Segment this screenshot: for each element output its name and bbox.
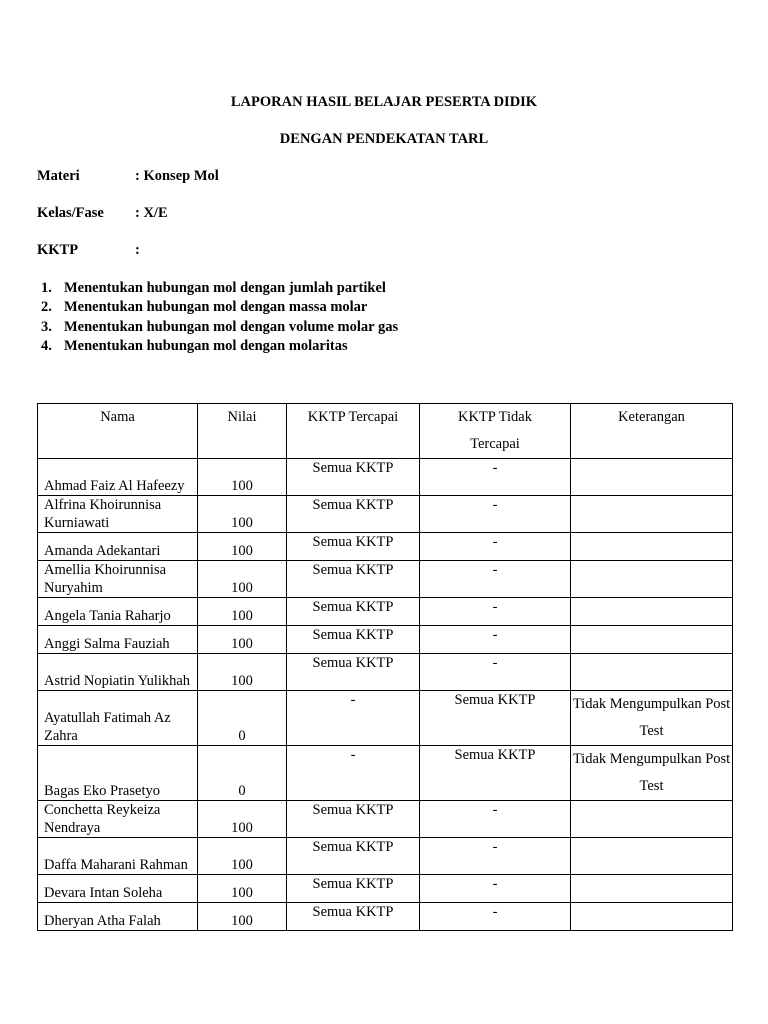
cell-kktp-tercapai: Semua KKTP	[287, 654, 420, 691]
table-row	[38, 691, 733, 746]
cell-nama: Devara Intan Soleha	[38, 875, 198, 903]
table-row	[38, 746, 733, 801]
cell-kktp-tidak-tercapai: Semua KKTP	[420, 746, 571, 801]
cell-kktp-tidak-tercapai: -	[420, 561, 571, 598]
cell-nama: Amanda Adekantari	[38, 533, 198, 561]
kktp-item	[37, 298, 398, 317]
kktp-row	[37, 242, 140, 259]
cell-keterangan	[571, 875, 733, 903]
kktp-item-text: Menentukan hubungan mol dengan jumlah partikel	[64, 280, 386, 296]
cell-nama: Alfrina Khoirunnisa Kurniawati	[38, 496, 198, 533]
cell-nilai: 100	[198, 533, 287, 561]
cell-nilai: 100	[198, 626, 287, 654]
table-row	[38, 598, 733, 626]
cell-nama: Conchetta Reykeiza Nendraya	[38, 801, 198, 838]
kktp-item-number: 2.	[41, 299, 52, 316]
kktp-item	[37, 337, 398, 356]
header-keterangan: Keterangan	[571, 404, 733, 459]
kktp-list	[37, 279, 398, 356]
header-kktp-tidak-line-2: Tercapai	[470, 436, 520, 452]
cell-keterangan	[571, 533, 733, 561]
cell-nama: Anggi Salma Fauziah	[38, 626, 198, 654]
report-title: LAPORAN HASIL BELAJAR PESERTA DIDIK	[230, 94, 538, 110]
cell-kktp-tidak-tercapai: -	[420, 626, 571, 654]
cell-keterangan	[571, 561, 733, 598]
cell-kktp-tidak-tercapai: -	[420, 903, 571, 931]
cell-nama: Bagas Eko Prasetyo	[38, 746, 198, 801]
table-row	[38, 875, 733, 903]
header-kktp-tercapai: KKTP Tercapai	[287, 404, 420, 459]
results-table	[37, 403, 733, 931]
cell-nilai: 0	[198, 746, 287, 801]
materi-label: Materi	[37, 168, 80, 184]
cell-nama: Ahmad Faiz Al Hafeezy	[38, 459, 198, 496]
cell-nilai: 100	[198, 496, 287, 533]
cell-kktp-tercapai: Semua KKTP	[287, 903, 420, 931]
cell-kktp-tidak-tercapai: -	[420, 533, 571, 561]
kelas-row	[37, 205, 168, 222]
table-row	[38, 903, 733, 931]
kelas-label: Kelas/Fase	[37, 205, 104, 221]
cell-nama: Dheryan Atha Falah	[38, 903, 198, 931]
cell-keterangan	[571, 903, 733, 931]
kktp-item	[37, 318, 398, 337]
table-header-row	[38, 404, 733, 459]
cell-kktp-tidak-tercapai: -	[420, 801, 571, 838]
cell-keterangan: Tidak Mengumpulkan Post Test	[571, 691, 733, 746]
cell-nilai: 100	[198, 875, 287, 903]
materi-value: : Konsep Mol	[135, 168, 219, 184]
kktp-item-text: Menentukan hubungan mol dengan massa molar	[64, 299, 368, 316]
cell-nilai: 0	[198, 691, 287, 746]
cell-nilai: 100	[198, 801, 287, 838]
cell-nama: Astrid Nopiatin Yulikhah	[38, 654, 198, 691]
cell-nilai: 100	[198, 561, 287, 598]
cell-nama: Ayatullah Fatimah Az Zahra	[38, 691, 198, 746]
kelas-value: : X/E	[135, 205, 168, 221]
table-row	[38, 533, 733, 561]
cell-nama: Daffa Maharani Rahman	[38, 838, 198, 875]
cell-keterangan	[571, 838, 733, 875]
cell-kktp-tidak-tercapai: -	[420, 496, 571, 533]
header-kktp-tidak-line-1: KKTP Tidak	[457, 409, 532, 425]
cell-nilai: 100	[198, 903, 287, 931]
table-row	[38, 496, 733, 533]
report-subtitle: DENGAN PENDEKATAN TARL	[279, 131, 489, 147]
cell-kktp-tercapai: Semua KKTP	[287, 496, 420, 533]
cell-keterangan	[571, 459, 733, 496]
cell-kktp-tercapai: Semua KKTP	[287, 598, 420, 626]
header-nama: Nama	[38, 404, 198, 459]
table-row	[38, 626, 733, 654]
cell-kktp-tidak-tercapai: -	[420, 838, 571, 875]
cell-kktp-tidak-tercapai: Semua KKTP	[420, 691, 571, 746]
cell-kktp-tidak-tercapai: -	[420, 459, 571, 496]
table-row	[38, 838, 733, 875]
kktp-value: :	[135, 242, 140, 258]
kktp-item-text: Menentukan hubungan mol dengan volume molar gas	[64, 318, 399, 335]
cell-keterangan	[571, 654, 733, 691]
cell-nilai: 100	[198, 459, 287, 496]
cell-keterangan	[571, 496, 733, 533]
cell-nama: Angela Tania Raharjo	[38, 598, 198, 626]
cell-kktp-tercapai: Semua KKTP	[287, 875, 420, 903]
cell-kktp-tidak-tercapai: -	[420, 598, 571, 626]
cell-kktp-tercapai: -	[287, 691, 420, 746]
cell-keterangan	[571, 598, 733, 626]
header-kktp-tidak-tercapai	[420, 404, 571, 459]
table-row	[38, 654, 733, 691]
cell-kktp-tercapai: Semua KKTP	[287, 459, 420, 496]
cell-keterangan	[571, 801, 733, 838]
cell-kktp-tercapai: Semua KKTP	[287, 801, 420, 838]
cell-keterangan	[571, 626, 733, 654]
cell-nilai: 100	[198, 598, 287, 626]
kktp-label: KKTP	[37, 242, 79, 258]
kktp-item-text: Menentukan hubungan mol dengan molaritas	[64, 337, 348, 354]
cell-kktp-tidak-tercapai: -	[420, 875, 571, 903]
kktp-item	[37, 279, 398, 298]
table-row	[38, 801, 733, 838]
header-nilai: Nilai	[198, 404, 287, 459]
cell-kktp-tercapai: Semua KKTP	[287, 533, 420, 561]
materi-row	[37, 168, 219, 185]
cell-nilai: 100	[198, 654, 287, 691]
kktp-item-number: 3.	[41, 318, 52, 335]
cell-kktp-tidak-tercapai: -	[420, 654, 571, 691]
cell-kktp-tercapai: Semua KKTP	[287, 838, 420, 875]
cell-kktp-tercapai: Semua KKTP	[287, 561, 420, 598]
cell-keterangan: Tidak Mengumpulkan Post Test	[571, 746, 733, 801]
cell-nama: Amellia Khoirunnisa Nuryahim	[38, 561, 198, 598]
kktp-item-number: 1.	[41, 280, 52, 296]
table-row	[38, 459, 733, 496]
kktp-item-number: 4.	[41, 337, 52, 354]
cell-kktp-tercapai: -	[287, 746, 420, 801]
table-row	[38, 561, 733, 598]
cell-kktp-tercapai: Semua KKTP	[287, 626, 420, 654]
cell-nilai: 100	[198, 838, 287, 875]
